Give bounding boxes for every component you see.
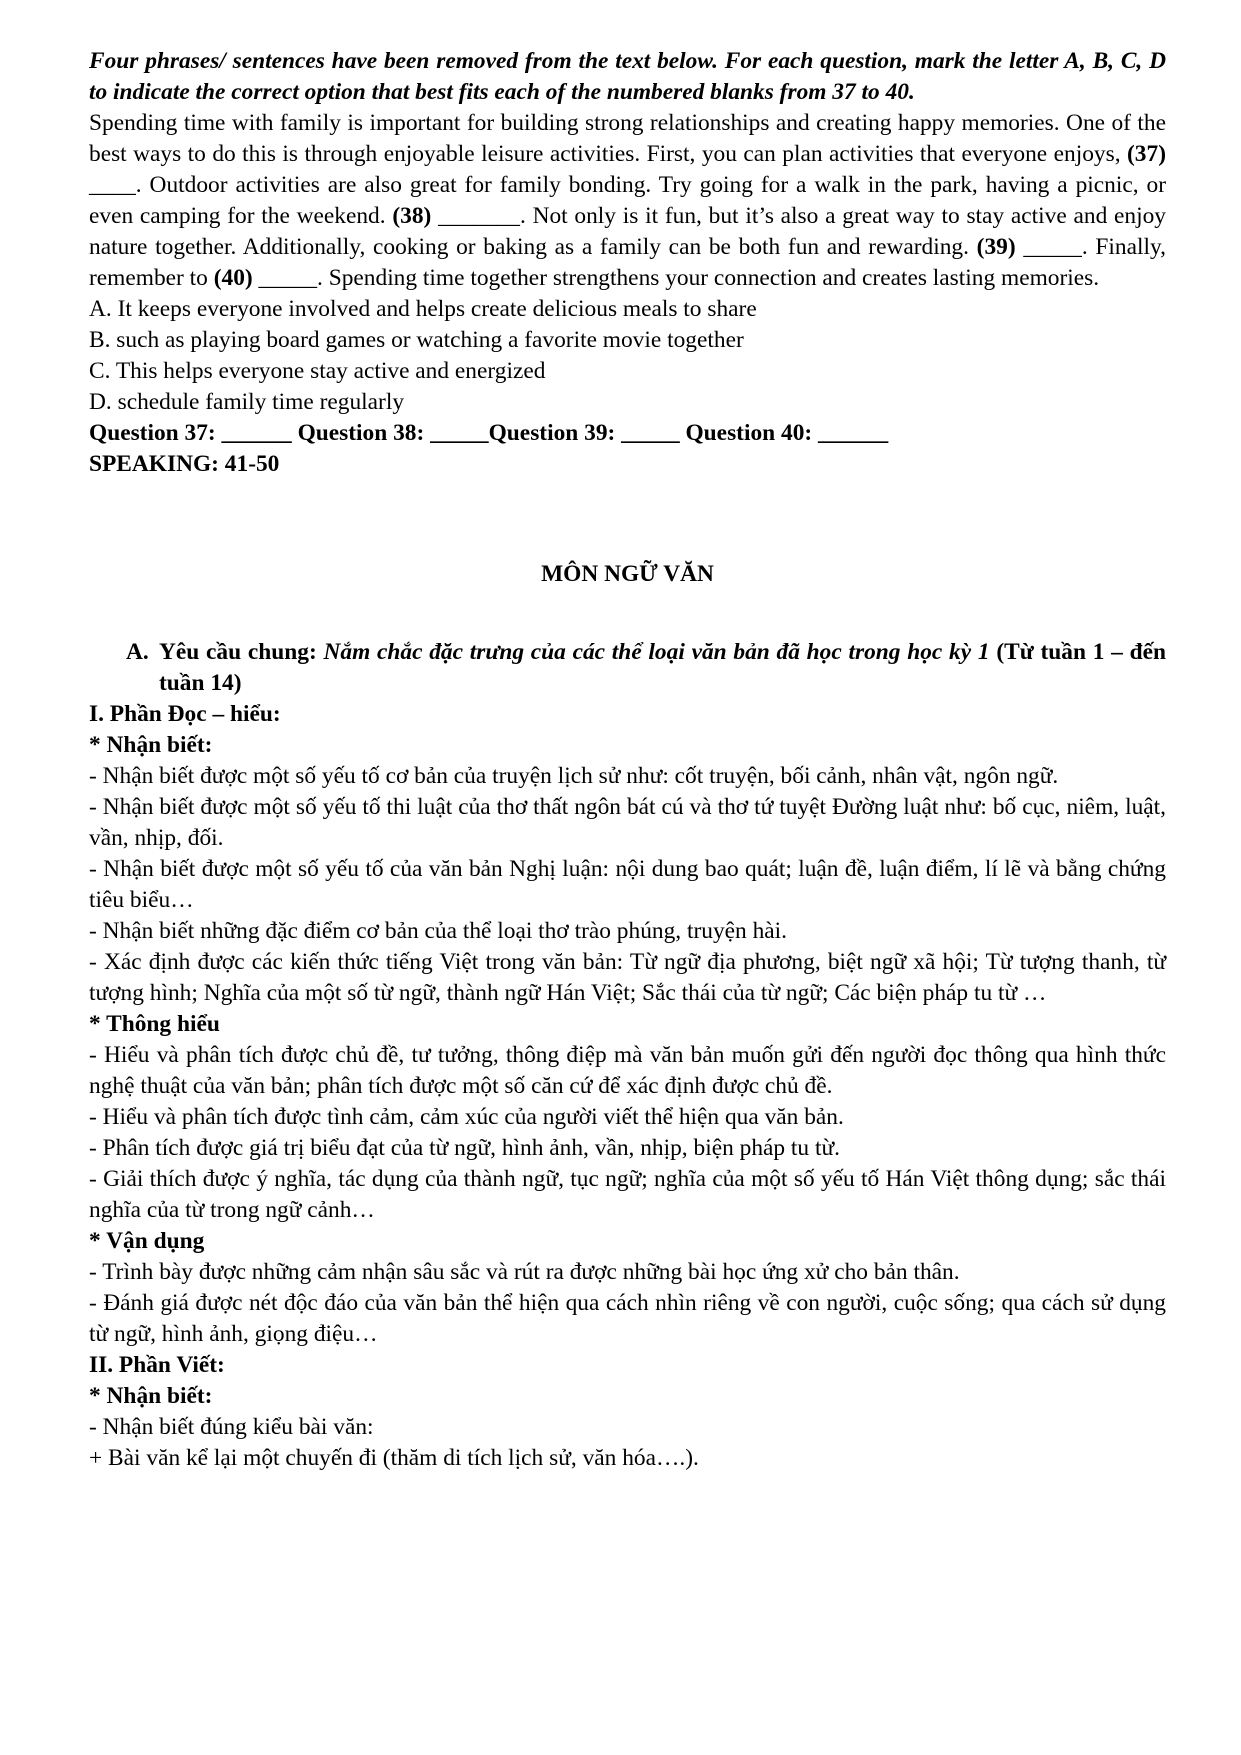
requirement-label: Yêu cầu chung: (159, 639, 324, 665)
writing-heading: II. Phần Viết: (89, 1352, 225, 1378)
recognize-item: - Nhận biết những đặc điểm cơ bản của thể loại thơ trào phúng, truyện hài. (89, 918, 787, 944)
understand-item: - Hiểu và phân tích được chủ đề, tư tưởng, thông điệp mà văn bản muốn gửi đến người đọc thông qua hình thức nghệ thuật của văn bản; phân tích được một số căn cứ để xác định được chủ đề. (89, 1042, 1166, 1099)
blank-38: _______ (431, 203, 520, 229)
general-requirement (126, 637, 1166, 699)
option-c: C. This helps everyone stay active and energized (89, 358, 546, 384)
apply-heading: * Vận dụng (89, 1228, 205, 1254)
requirement-tail: (Từ tuần 1 – đến tuần 14) (159, 639, 1166, 696)
understand-heading: * Thông hiểu (89, 1011, 220, 1037)
answer-line: Question 37: ______ Question 38: _____Question 39: _____ Question 40: ______ (89, 420, 889, 446)
recognize-item: - Nhận biết được một số yếu tố của văn bản Nghị luận: nội dung bao quát; luận đề, luận điểm, lí lẽ và bằng chứng tiêu biểu… (89, 856, 1166, 913)
blank-number-37: (37) (1127, 141, 1166, 167)
blank-number-39: (39) (976, 234, 1016, 260)
reading-heading: I. Phần Đọc – hiểu: (89, 701, 281, 727)
requirement-number: A. (126, 639, 149, 665)
passage-text-4: . Finally, remember to (89, 234, 1166, 291)
option-d: D. schedule family time regularly (89, 389, 405, 415)
passage-text-2: . Outdoor activities are also great for family bonding. Try going for a walk in the park, having a picnic, or even camping for the weekend. (89, 172, 1166, 229)
passage-text-5: . Spending time together strengthens your connection and creates lasting memories. (317, 265, 1100, 291)
recognize-heading: * Nhận biết: (89, 732, 213, 758)
understand-item: - Hiểu và phân tích được tình cảm, cảm xúc của người viết thể hiện qua văn bản. (89, 1104, 844, 1130)
requirement-text (159, 637, 1166, 699)
section-title: MÔN NGỮ VĂN (541, 561, 714, 587)
writing-recognize-heading: * Nhận biết: (89, 1383, 213, 1409)
blank-37: ____ (89, 172, 136, 198)
speaking-heading: SPEAKING: 41-50 (89, 451, 280, 477)
passage-text-3: . Not only is it fun, but it’s also a great way to stay active and enjoy nature together. Additionally, cooking or baking as a family can be both fun and rewarding. (89, 203, 1166, 260)
document-page (89, 46, 1166, 1474)
writing-item: - Nhận biết đúng kiểu bài văn: (89, 1414, 374, 1440)
english-passage (89, 108, 1166, 294)
option-b: B. such as playing board games or watching a favorite movie together (89, 327, 744, 353)
english-instruction: Four phrases/ sentences have been removed from the text below. For each question, mark the letter A, B, C, D to indicate the correct option that best fits each of the numbered blanks from 37 to 40. (89, 48, 1166, 105)
apply-item: - Đánh giá được nét độc đáo của văn bản thể hiện qua cách nhìn riêng về con người, cuộc sống; qua cách sử dụng từ ngữ, hình ảnh, giọng điệu… (89, 1290, 1166, 1347)
requirement-italic: Nắm chắc đặc trưng của các thể loại văn bản đã học trong học kỳ 1 (323, 639, 990, 665)
recognize-item: - Xác định được các kiến thức tiếng Việt trong văn bản: Từ ngữ địa phương, biệt ngữ xã hội; Từ tượng thanh, từ tượng hình; Nghĩa của một số từ ngữ, thành ngữ Hán Việt; Sắc thái của từ ngữ; Các biện pháp tu từ … (89, 949, 1166, 1006)
blank-40: _____ (252, 265, 318, 291)
understand-item: - Phân tích được giá trị biểu đạt của từ ngữ, hình ảnh, vần, nhịp, biện pháp tu từ. (89, 1135, 841, 1161)
recognize-item: - Nhận biết được một số yếu tố cơ bản của truyện lịch sử như: cốt truyện, bối cảnh, nhân vật, ngôn ngữ. (89, 763, 1059, 789)
passage-text-1: Spending time with family is important for building strong relationships and creating happy memories. One of the best ways to do this is through enjoyable leisure activities. First, you can plan activities that everyone enjoys, (89, 110, 1166, 167)
writing-item: + Bài văn kể lại một chuyến đi (thăm di tích lịch sử, văn hóa….). (89, 1445, 699, 1471)
option-a: A. It keeps everyone involved and helps create delicious meals to share (89, 296, 757, 322)
blank-number-40: (40) (213, 265, 253, 291)
blank-number-38: (38) (392, 203, 432, 229)
blank-39: _____ (1015, 234, 1082, 260)
apply-item: - Trình bày được những cảm nhận sâu sắc và rút ra được những bài học ứng xử cho bản thân. (89, 1259, 960, 1285)
recognize-item: - Nhận biết được một số yếu tố thi luật của thơ thất ngôn bát cú và thơ tứ tuyệt Đường luật như: bố cục, niêm, luật, vần, nhịp, đối. (89, 794, 1166, 851)
understand-item: - Giải thích được ý nghĩa, tác dụng của thành ngữ, tục ngữ; nghĩa của một số yếu tố Hán Việt thông dụng; sắc thái nghĩa của từ trong ngữ cảnh… (89, 1166, 1166, 1223)
